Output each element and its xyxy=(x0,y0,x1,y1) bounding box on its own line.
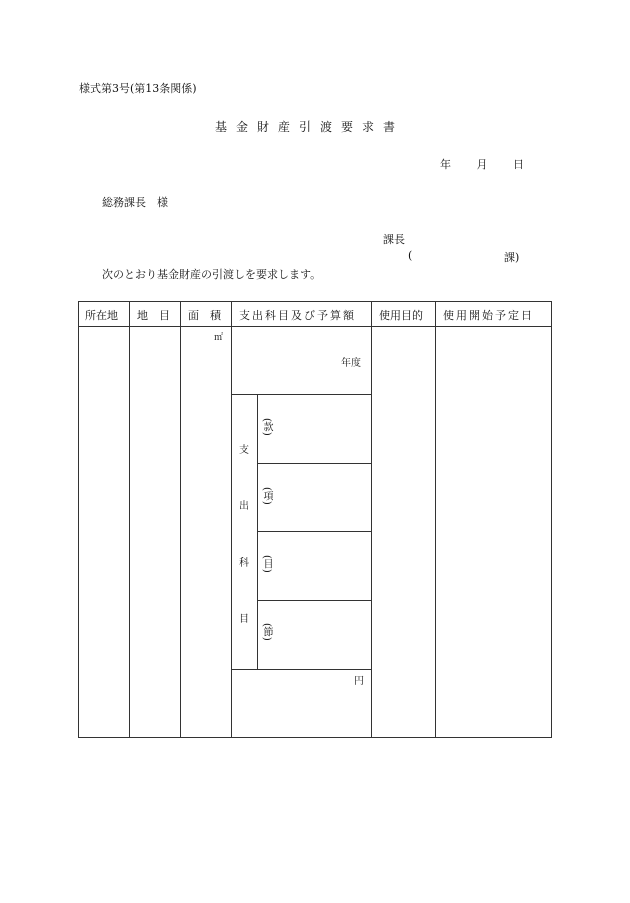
column-divider xyxy=(231,302,232,737)
column-divider xyxy=(180,302,181,737)
header-location: 所在地 xyxy=(85,309,118,322)
date-line: 年 月 日 xyxy=(440,158,524,171)
expense-item-char: 支 xyxy=(239,445,249,456)
sub-item-setsu: (節) xyxy=(261,623,272,641)
department-open-paren: ( xyxy=(408,249,413,262)
fiscal-year-label: 年度 xyxy=(341,358,361,369)
area-unit: ㎡ xyxy=(214,333,224,343)
form-number: 様式第3号(第13条関係) xyxy=(79,82,197,95)
addressee: 総務課長 様 xyxy=(102,196,168,209)
sub-item-divider xyxy=(257,531,371,532)
header-purpose: 使用目的 xyxy=(379,309,423,322)
intro-text: 次のとおり基金財産の引渡しを要求します。 xyxy=(102,268,322,281)
column-divider xyxy=(129,302,130,737)
header-divider xyxy=(79,326,551,327)
column-divider xyxy=(435,302,436,737)
property-table xyxy=(78,301,552,738)
expense-item-char: 出 xyxy=(239,501,249,512)
header-area: 面 積 xyxy=(188,309,221,322)
expenditure-divider xyxy=(231,669,371,670)
yen-label: 円 xyxy=(354,676,364,687)
sub-item-kou: (項) xyxy=(261,487,272,505)
department-close: 課) xyxy=(504,251,520,264)
sub-item-divider xyxy=(257,463,371,464)
expense-item-char: 目 xyxy=(239,614,249,625)
sub-item-kan: (款) xyxy=(261,418,272,436)
header-expenditure: 支出科目及び予算額 xyxy=(239,309,356,322)
expense-item-char: 科 xyxy=(239,558,249,569)
expenditure-divider xyxy=(231,394,371,395)
column-divider xyxy=(371,302,372,737)
header-start-date: 使用開始予定日 xyxy=(443,309,534,322)
sub-item-moku: (目) xyxy=(261,555,272,573)
header-land-type: 地 目 xyxy=(137,309,170,322)
sub-item-divider xyxy=(257,600,371,601)
requester-title: 課長 xyxy=(383,233,405,246)
document-title: 基金財産引渡要求書 xyxy=(215,120,405,134)
department-line xyxy=(408,249,520,264)
